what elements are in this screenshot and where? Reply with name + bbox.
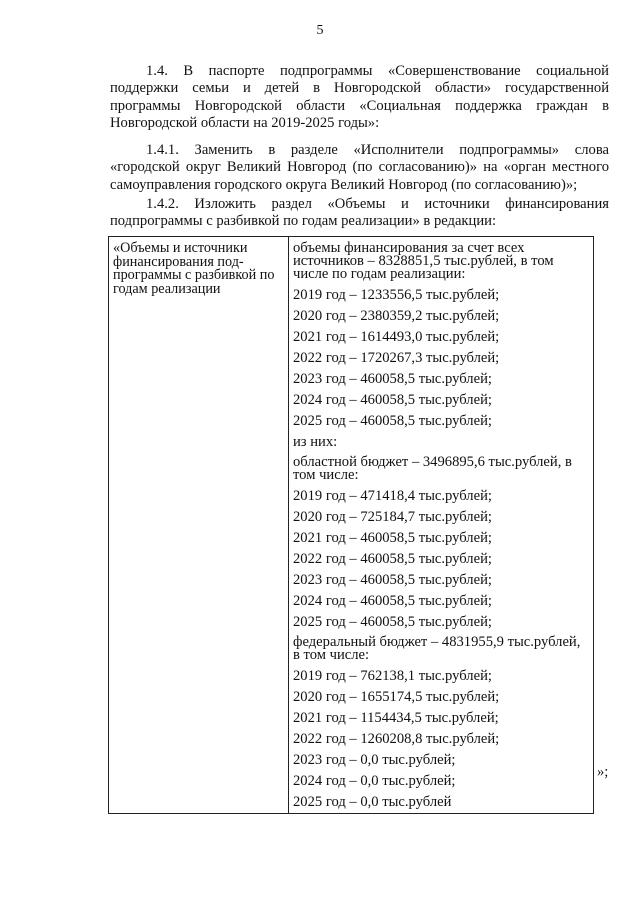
- list-item: 2025 год – 0,0 тыс.рублей: [293, 792, 589, 813]
- list-item: 2025 год – 460058,5 тыс.рублей;: [293, 411, 589, 432]
- paragraph-1-4-1: 1.4.1. Заменить в разделе «Исполнители подпрограммы» слова «городской округ Великий Новгород (по согласованию)» на «орган местного самоуправления городского округа Великий Новгород (по согласованию)»;: [110, 142, 609, 193]
- federal-budget-line: федеральный бюджет – 4831955,9 тыс.рублей, в том числе:: [293, 633, 589, 666]
- list-item: 2022 год – 460058,5 тыс.рублей;: [293, 549, 589, 570]
- list-item: 2022 год – 1260208,8 тыс.рублей;: [293, 729, 589, 750]
- list-item: 2020 год – 2380359,2 тыс.рублей;: [293, 306, 589, 327]
- financing-table: [108, 236, 594, 814]
- list-item: 2020 год – 1655174,5 тыс.рублей;: [293, 687, 589, 708]
- list-item: 2020 год – 725184,7 тыс.рублей;: [293, 507, 589, 528]
- list-item: 2021 год – 1614493,0 тыс.рублей;: [293, 327, 589, 348]
- list-item: 2021 год – 460058,5 тыс.рублей;: [293, 528, 589, 549]
- table-right-cell: [289, 237, 594, 814]
- paragraph-1-4: 1.4. В паспорте подпрограммы «Совершенствование социальной поддержки семьи и детей в Новгородской области» государственной программы Новгородской области «Социальная поддержка граждан в Новгородской области на 2019-2025 годы»:: [110, 63, 609, 131]
- table-row: [109, 237, 594, 814]
- list-item: 2024 год – 0,0 тыс.рублей;: [293, 771, 589, 792]
- table-left-cell: [109, 237, 289, 814]
- paragraph-1-4-2: 1.4.2. Изложить раздел «Объемы и источники финансирования подпрограммы с разбивкой по годам реализации» в редакции:: [110, 196, 609, 230]
- list-item: 2024 год – 460058,5 тыс.рублей;: [293, 390, 589, 411]
- list-item: 2024 год – 460058,5 тыс.рублей;: [293, 591, 589, 612]
- list-item: 2022 год – 1720267,3 тыс.рублей;: [293, 348, 589, 369]
- list-item: 2023 год – 460058,5 тыс.рублей;: [293, 570, 589, 591]
- list-item: из них:: [293, 432, 589, 453]
- regional-budget-line: областной бюджет – 3496895,6 тыс.рублей, в том числе:: [293, 453, 589, 486]
- page-number: 5: [316, 23, 324, 38]
- list-item: 2019 год – 471418,4 тыс.рублей;: [293, 486, 589, 507]
- financing-label: «Объемы и источники финансирования под-программы с разбивкой по годам реализации: [113, 240, 275, 297]
- list-item: 2023 год – 0,0 тыс.рублей;: [293, 750, 589, 771]
- financing-total-line: объемы финансирования за счет всех источников – 8328851,5 тыс.рублей, в том числе по годам реализации:: [293, 239, 589, 285]
- list-item: 2019 год – 762138,1 тыс.рублей;: [293, 666, 589, 687]
- list-item: 2023 год – 460058,5 тыс.рублей;: [293, 369, 589, 390]
- list-item: 2021 год – 1154434,5 тыс.рублей;: [293, 708, 589, 729]
- list-item: 2025 год – 460058,5 тыс.рублей;: [293, 612, 589, 633]
- list-item: 2019 год – 1233556,5 тыс.рублей;: [293, 285, 589, 306]
- closing-quote: »;: [597, 764, 609, 780]
